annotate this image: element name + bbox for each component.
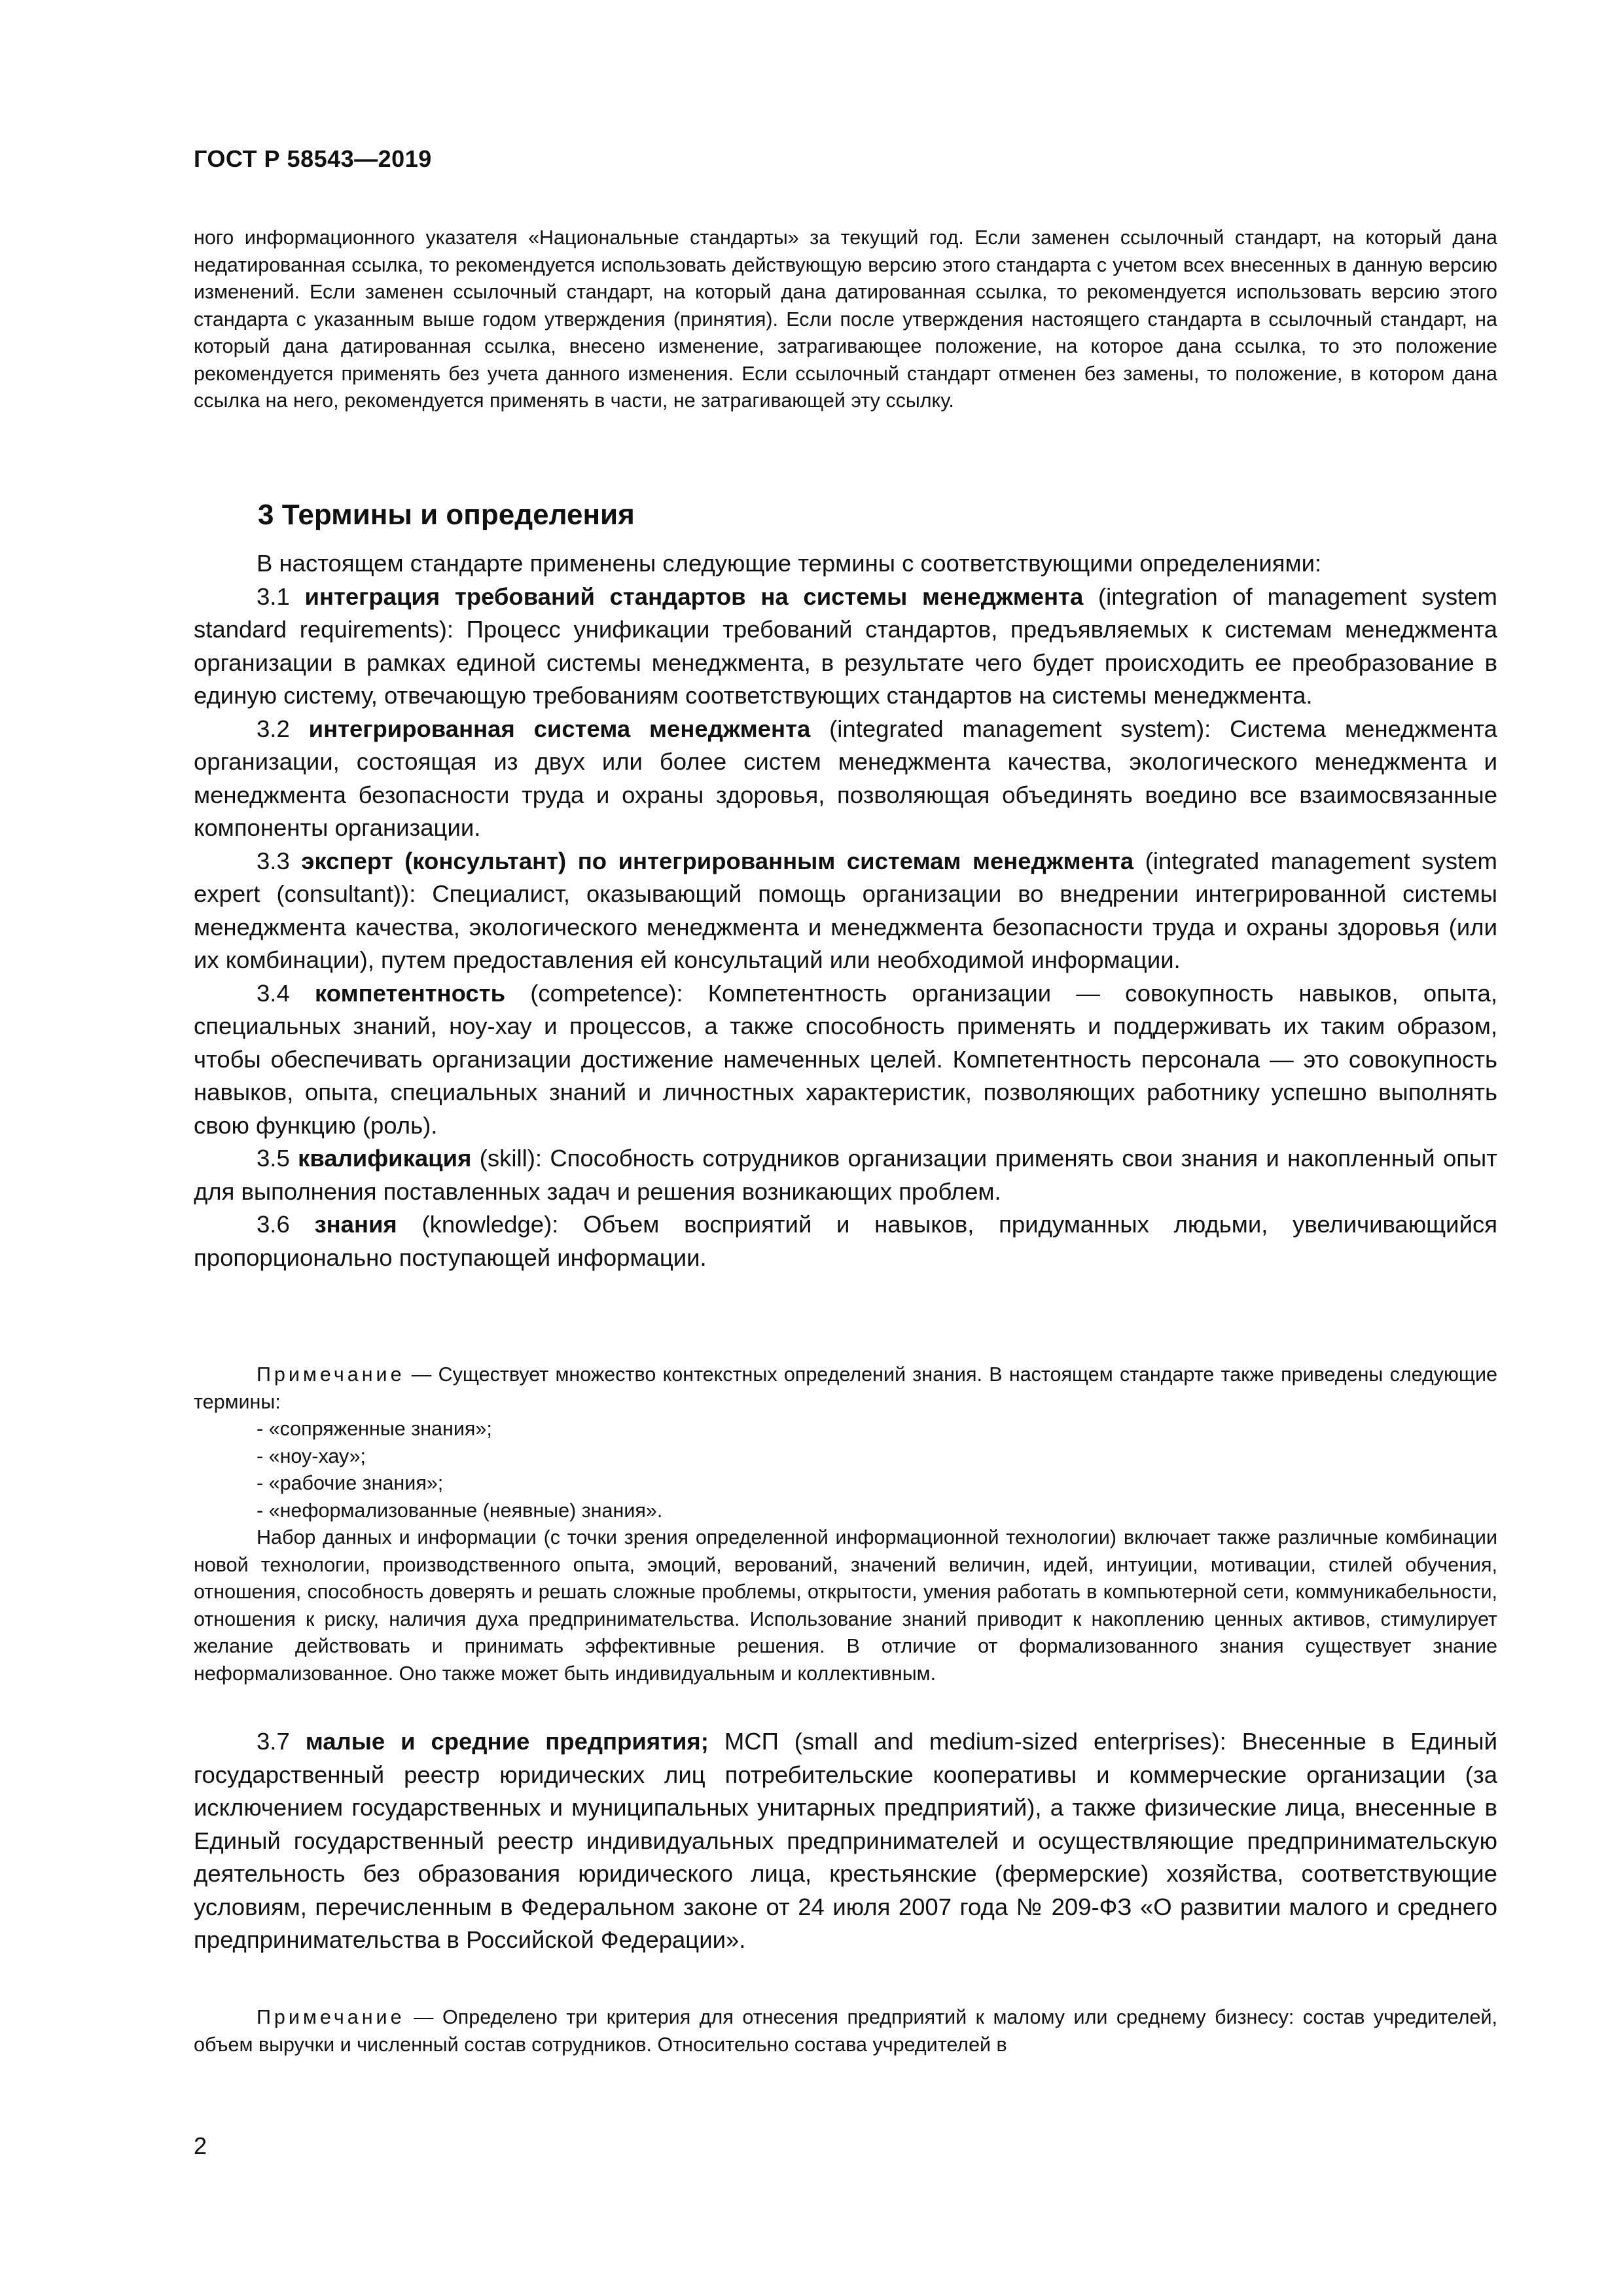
term-number: 3.2 [257,715,290,742]
term-number: 3.4 [257,979,290,1007]
note-block-2 [194,2004,1497,2058]
note-paragraph [194,1361,1497,1416]
term-item-3-6 [194,1208,1497,1274]
term-title: квалификация [298,1145,472,1172]
term-definition: МСП (small and medium-sized enterprises): Внесенные в Единый государственный реестр юридических лиц потребительские кооперативы и коммерческие организации (за исключением государственных и муниципальных унитарных предприятий), а также физические лица, внесенные в Единый государственный реестр индивидуальных предпринимателей и осуществляющие предпринимательскую деятельность без образования юридического лица, крестьянские (фермерские) хозяйства, соответствующие условиям, перечисленным в Федеральном законе от 24 июля 2007 года № 209-ФЗ «О развитии малого и среднего предпринимательства в Российской Федерации». [194,1728,1497,1953]
note-text: — Определено три критерия для отнесения предприятий к малому или среднему бизнесу: состав учредителей, объем выручки и численный состав сотрудников. Относительно состава учредителей в [194,2006,1497,2056]
term-title: компетентность [314,979,506,1007]
term-item-3-4 [194,977,1497,1143]
section-title: 3 Термины и определения [258,499,635,531]
term-number: 3.6 [257,1211,290,1238]
document-header-id: ГОСТ Р 58543—2019 [194,145,432,172]
term-number: 3.5 [257,1145,290,1172]
term-item-3-7 [194,1725,1497,1957]
term-title: малые и средние предприятия; [305,1728,709,1755]
term-item-3-1 [194,581,1497,713]
term-item-3-5 [194,1142,1497,1208]
term-number: 3.7 [257,1728,290,1755]
note-tail-text: Набор данных и информации (с точки зрения определенной информационной технологии) включает также различные комбинации новой технологии, производственного опыта, эмоций, верований, значений величин, идей, интуиции, мотивации, стилей обучения, отношения, способность доверять и решать сложные проблемы, открытости, умения работать в компьютерной сети, коммуникабельности, отношения к риску, наличия духа предпринимательства. Использование знаний приводит к накоплению ценных активов, стимулирует желание действовать и принимать эффективные решения. В отличие от формализованного знания существует знание неформализованное. Оно также может быть индивидуальным и коллективным. [194,1526,1497,1685]
note-label: Примечание [257,2006,405,2028]
page-number: 2 [194,2132,207,2159]
note-list-item: - «ноу-хау»; [257,1444,366,1467]
section-intro: В настоящем стандарте применены следующие термины с соответствующими определениями: [257,550,1322,577]
note-paragraph [194,2004,1497,2058]
term-title: интеграция требований стандартов на системы менеджмента [304,583,1084,610]
term-definition: (integrated management system expert (consultant)): Специалист, оказывающий помощь организации во внедрении интегрированной системы менеджмента качества, экологического менеджмента и менеджмента безопасности труда и охраны здоровья (или их комбинации), путем предоставления ей консультаций или необходимой информации. [194,847,1497,973]
note-block-1 [194,1361,1497,1687]
note-label: Примечание [257,1363,405,1386]
term-definition: (integrated management system): Система менеджмента организации, состоящая из двух или более систем менеджмента качества, экологического менеджмента и менеджмента безопасности труда и охраны здоровья, позволяющая объединять воедино все взаимосвязанные компоненты организации. [194,715,1497,841]
term-title: эксперт (консультант) по интегрированным системам менеджмента [301,847,1134,874]
intro-paragraph: ного информационного указателя «Национальные стандарты» за текущий год. Если заменен ссылочный стандарт, на который дана недатированная ссылка, то рекомендуется использовать действующую версию этого стандарта с учетом всех внесенных в данную версию изменений. Если заменен ссылочный стандарт, на который дана датированная ссылка, то рекомендуется использовать версию этого стандарта с указанным выше годом утверждения (принятия). Если после утверждения настоящего стандарта в ссылочный стандарт, на который дана датированная ссылка, внесено изменение, затрагивающее положение, на которое дана ссылка, то это положение рекомендуется применять без учета данного изменения. Если ссылочный стандарт отменен без замены, то положение, в котором дана ссылка на него, рекомендуется применять в части, не затрагивающей эту ссылку. [194,226,1497,412]
term-definition: (knowledge): Объем восприятий и навыков, придуманных людьми, увеличивающийся пропорционально поступающей информации. [194,1211,1497,1271]
term-title: знания [314,1211,397,1238]
note-list-item: - «неформализованные (неявные) знания». [257,1499,663,1522]
note-list-item: - «рабочие знания»; [257,1472,444,1494]
term-item-3-2 [194,713,1497,845]
note-text: — Существует множество контекстных определений знания. В настоящем стандарте также приведены следующие термины: [194,1363,1497,1413]
term-definition: (competence): Компетентность организации — совокупность навыков, опыта, специальных знаний, ноу-хау и процессов, а также способность применять и поддерживать их таким образом, чтобы обеспечивать организации достижение намеченных целей. Компетентность персонала — это совокупность навыков, опыта, специальных знаний и личностных характеристик, позволяющих работнику успешно выполнять свою функцию (роль). [194,979,1497,1139]
term-number: 3.1 [257,583,290,610]
note-list-item: - «сопряженные знания»; [257,1418,492,1440]
term-definition: (skill): Способность сотрудников организации применять свои знания и накопленный опыт для выполнения поставленных задач и решения возникающих проблем. [194,1145,1497,1205]
term-title: интегрированная система менеджмента [308,715,811,742]
term-paragraph [194,1725,1497,1957]
terms-list [194,547,1497,1274]
term-number: 3.3 [257,847,290,874]
term-definition: (integration of management system standard requirements): Процесс унификации требований стандартов, предъявляемых к системам менеджмента организации в рамках единой системы менеджмента, в результате чего будет происходить ее преобразование в единую систему, отвечающую требованиям соответствующих стандартов на системы менеджмента. [194,583,1497,709]
term-item-3-3 [194,845,1497,977]
